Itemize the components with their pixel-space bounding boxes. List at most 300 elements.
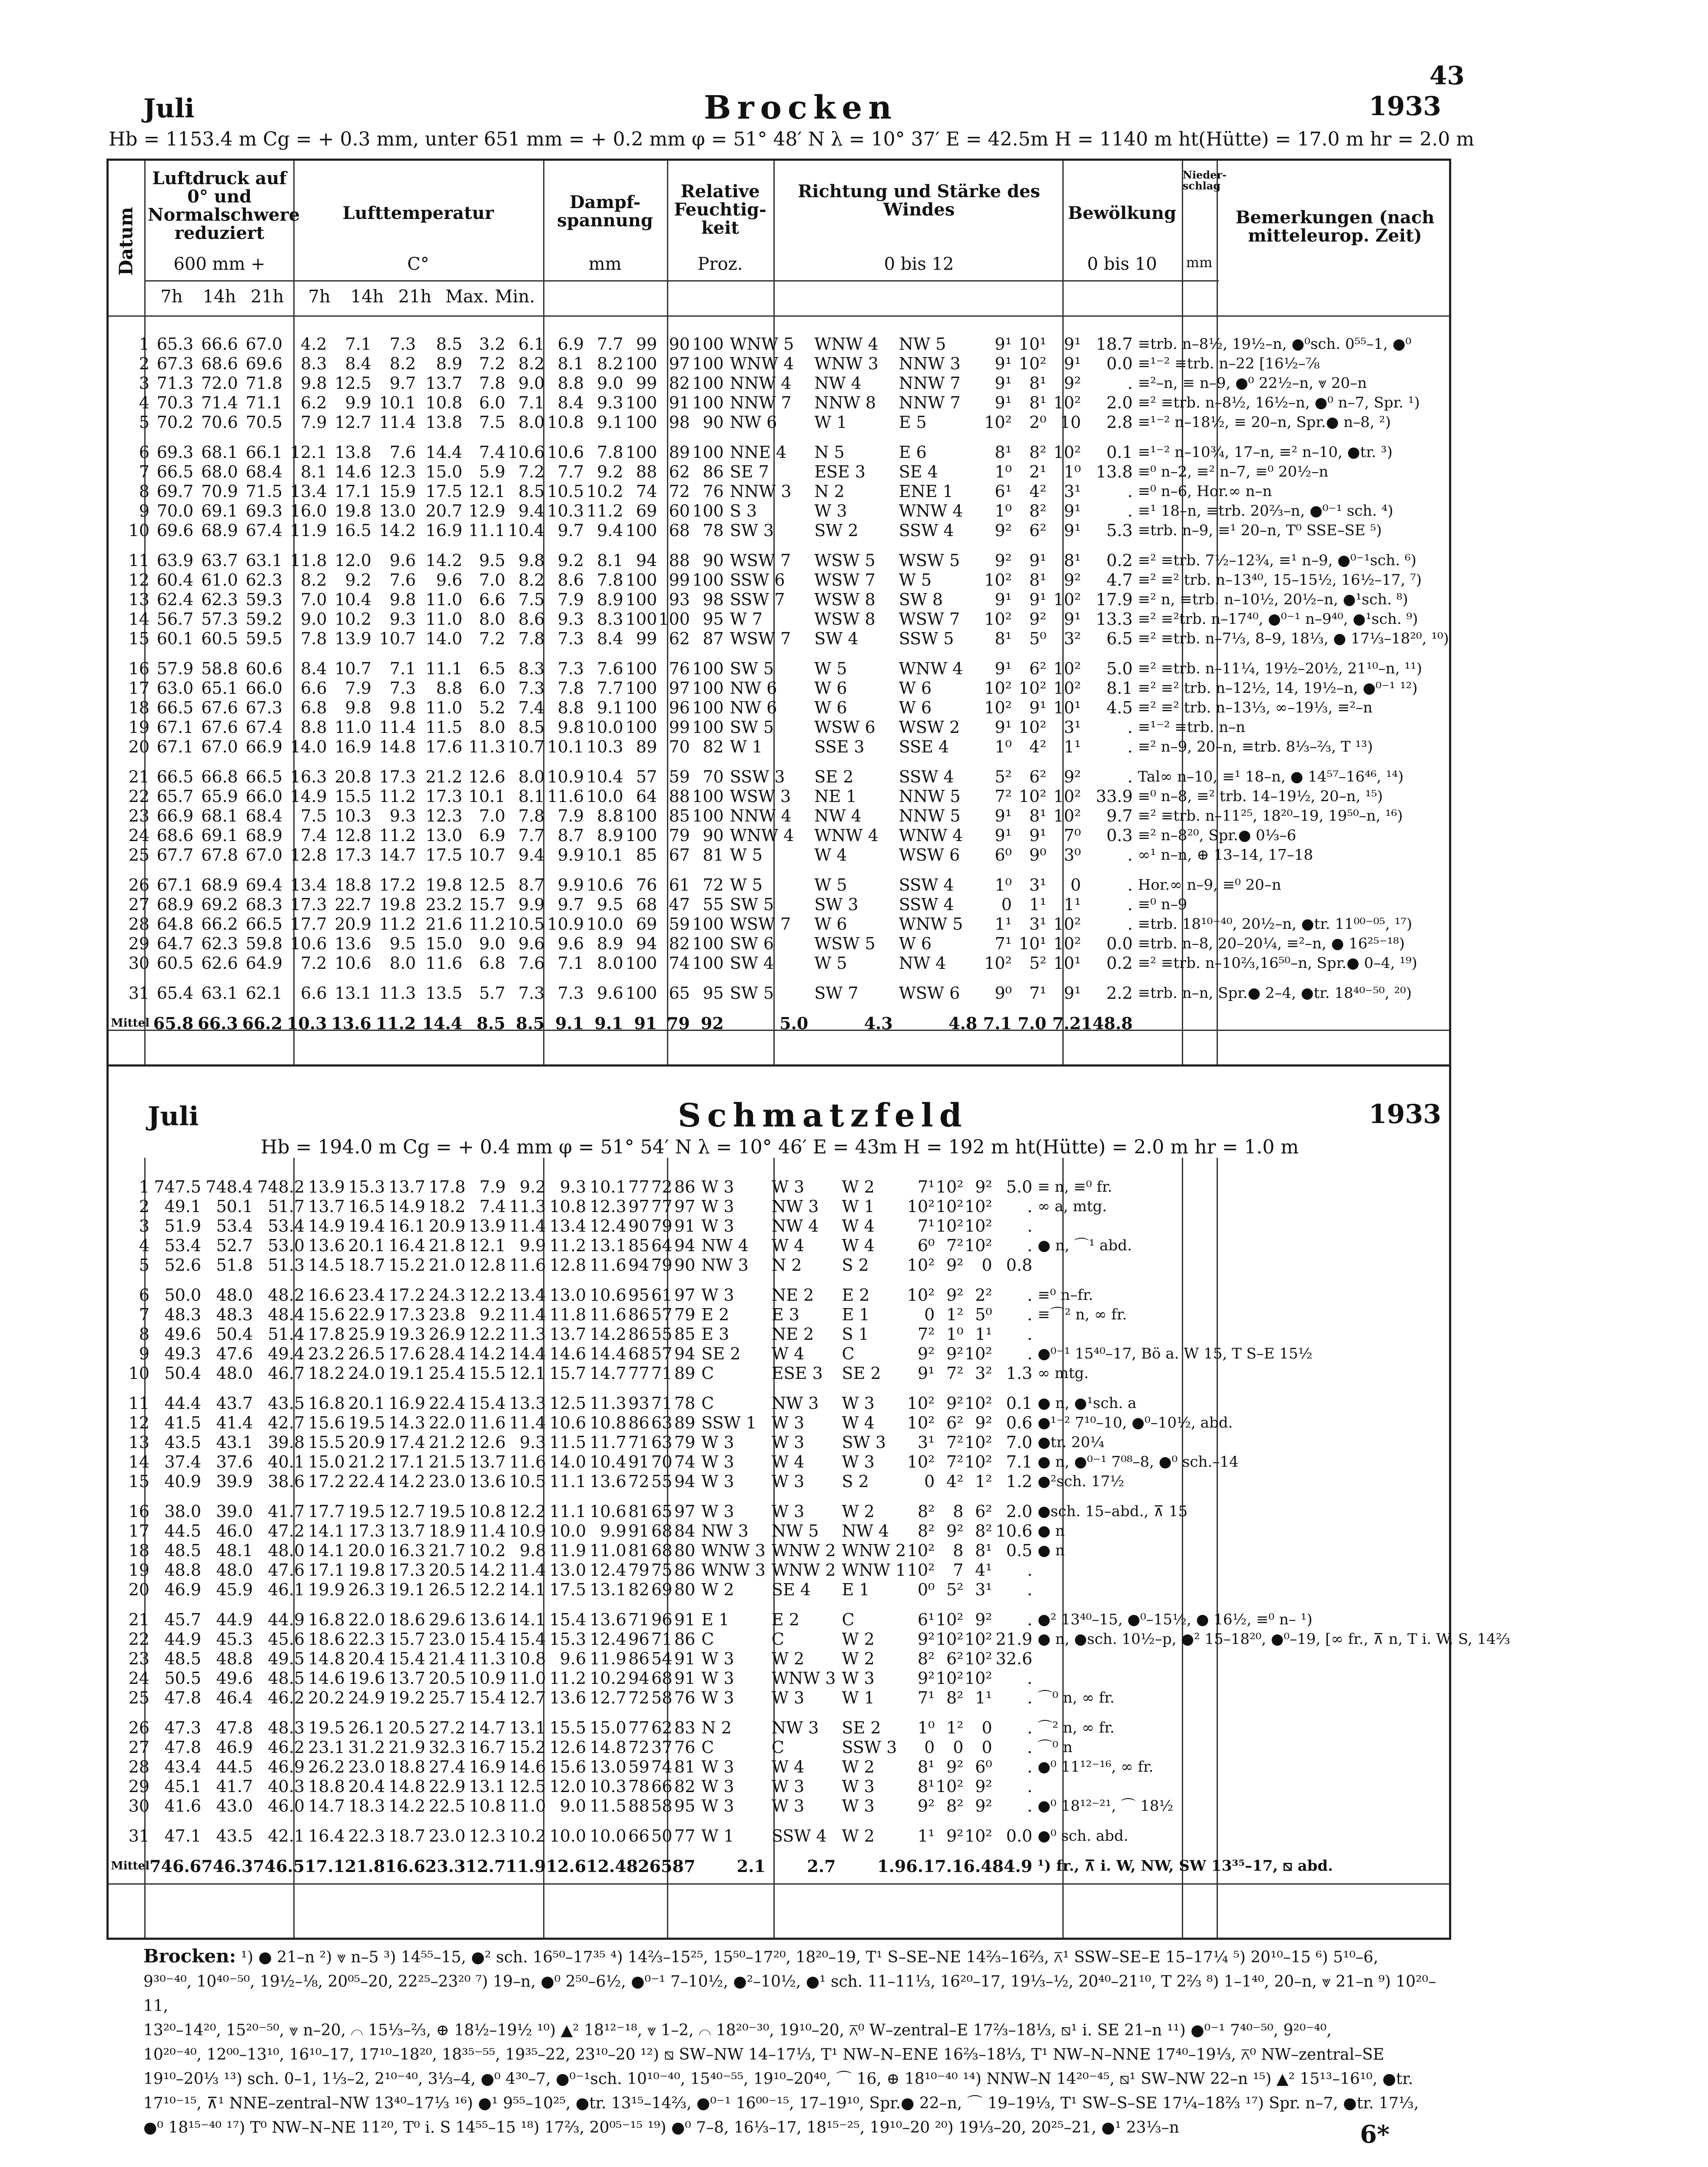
table-cell: 8¹	[1064, 551, 1081, 570]
table-cell: W 4	[842, 1236, 875, 1255]
table-cell: NW 3	[701, 1521, 749, 1541]
table-cell: 44.4	[164, 1394, 202, 1413]
table-cell: 7.3	[557, 659, 584, 678]
table-cell: 13.0	[425, 826, 463, 845]
table-cell: 72	[703, 875, 724, 895]
table-cell: 68.1	[201, 806, 238, 825]
table-cell: 98	[703, 590, 724, 609]
table-row	[111, 1472, 1510, 1491]
table-cell: 55	[703, 895, 724, 914]
brocken-rows	[111, 335, 1449, 1033]
table-cell: S 3	[730, 501, 757, 520]
table-cell: NNW 7	[730, 393, 792, 412]
table-cell: 7.2	[479, 354, 506, 373]
table-cell: 7.9	[479, 1177, 506, 1196]
table-cell: W 4	[771, 1452, 805, 1471]
mean-cell: 12.4	[586, 1856, 627, 1876]
cell-remark: ≡⁰ n–8, ≡² trb. 14–19½, 20–n, ¹⁵)	[1138, 788, 1383, 805]
table-cell: SE 7	[730, 462, 769, 481]
table-cell: 68	[651, 1669, 673, 1688]
table-cell: 13.3	[509, 1394, 546, 1413]
mean-cell: 4.3	[864, 1014, 893, 1033]
table-cell: 100	[625, 679, 657, 698]
cell-date: 10	[128, 1364, 150, 1383]
table-cell: 62	[669, 462, 690, 481]
table-cell: W 3	[771, 1472, 805, 1491]
table-cell: 9²	[975, 1177, 992, 1196]
table-cell: 100	[692, 806, 724, 825]
table-cell: 19.8	[348, 1561, 385, 1580]
table-cell: W 2	[842, 1177, 875, 1196]
cell-date: 9	[139, 501, 150, 520]
table-cell: 16.9	[425, 521, 463, 540]
cell-date: 4	[139, 1236, 150, 1255]
table-cell: 4.2	[301, 335, 327, 354]
table-cell: 9²	[1064, 374, 1081, 393]
table-cell: 71.8	[245, 374, 283, 393]
table-cell: 10²	[984, 570, 1012, 590]
table-cell: 3¹	[975, 1580, 992, 1599]
table-cell: 79	[651, 1256, 673, 1275]
table-row	[111, 787, 1449, 806]
table-cell: 20.2	[308, 1688, 345, 1707]
table-cell: 91	[628, 1452, 650, 1471]
table-cell: 14.2	[469, 1561, 506, 1580]
table-cell: 41.7	[268, 1502, 305, 1521]
table-cell: 68.4	[245, 806, 283, 825]
table-cell: .	[1027, 1216, 1033, 1236]
table-cell: 10.5	[507, 915, 545, 934]
table-cell: 8.1	[518, 787, 545, 806]
table-cell: 97	[674, 1197, 696, 1216]
table-cell: 90	[703, 551, 724, 570]
table-cell: 1⁰	[917, 1718, 935, 1737]
table-cell: W 1	[730, 737, 763, 756]
table-cell: 14.2	[425, 551, 463, 570]
table-cell: 10	[1060, 413, 1081, 432]
table-cell: 10²	[907, 1452, 935, 1471]
table-cell: .	[1027, 1688, 1033, 1707]
table-cell: 89	[669, 443, 690, 462]
table-cell: 88	[669, 551, 690, 570]
table-row	[111, 845, 1449, 865]
table-cell: 10.3	[590, 1777, 627, 1796]
table-cell: 11.1	[425, 659, 463, 678]
table-cell: W 3	[701, 1796, 734, 1816]
table-cell: 13.7	[549, 1325, 587, 1344]
table-cell: 21.0	[428, 1256, 466, 1275]
table-cell: 8.5	[436, 335, 463, 354]
brocken-year: 1933	[1369, 91, 1441, 122]
table-cell: 17.8	[428, 1177, 466, 1196]
table-cell: 85	[674, 1325, 696, 1344]
table-cell: 12.2	[469, 1325, 506, 1344]
table-cell: WSW 7	[730, 915, 791, 934]
table-cell: 11.9	[290, 521, 327, 540]
table-cell: 9²	[995, 521, 1012, 540]
table-cell: 8¹	[1029, 806, 1047, 825]
table-cell: 85	[636, 845, 657, 865]
table-cell: 1⁰	[946, 1325, 964, 1344]
table-cell: 13.8	[1096, 462, 1133, 481]
table-cell: 21.4	[428, 1649, 466, 1668]
table-cell: 15.0	[308, 1452, 345, 1471]
schmatzfeld-data-table	[111, 1177, 1510, 1876]
table-cell: 93	[628, 1394, 650, 1413]
table-cell: 0.6	[1006, 1413, 1033, 1432]
table-cell: 17.5	[425, 482, 463, 501]
table-cell: 20.4	[348, 1777, 385, 1796]
cell-remark: ≡¹⁻² n–10¾, 17–n, ≡² n–10, ●tr. ³)	[1138, 444, 1393, 461]
table-cell: SW 3	[814, 895, 859, 914]
table-cell: 9.2	[479, 1305, 506, 1324]
table-cell: 70.5	[245, 413, 283, 432]
table-cell: 18.2	[428, 1197, 466, 1216]
table-cell: 91	[674, 1610, 696, 1629]
col-bew-header: Bewölkung	[1068, 203, 1177, 223]
table-cell: 89	[674, 1413, 696, 1432]
table-cell: 97	[674, 1502, 696, 1521]
table-cell: 9²	[1064, 570, 1081, 590]
cell-date: 16	[128, 659, 150, 678]
table-cell: 46.4	[216, 1688, 253, 1707]
table-cell: ESE 3	[814, 462, 866, 481]
table-cell: 10.1	[468, 787, 506, 806]
cell-remark	[1032, 1649, 1510, 1669]
table-cell: 7.3	[518, 679, 545, 698]
col-temp-unit: C°	[407, 254, 429, 274]
mean-cell: 2.1	[736, 1856, 766, 1876]
table-cell: 10.0	[549, 1826, 587, 1846]
table-cell: 7.7	[597, 679, 624, 698]
table-cell: 17.1	[335, 482, 371, 501]
table-cell: 57	[651, 1305, 673, 1324]
table-cell: 10.6	[290, 934, 327, 953]
table-cell: 15.2	[509, 1738, 546, 1757]
table-cell: 10.8	[425, 393, 463, 412]
table-cell: 22.9	[428, 1777, 466, 1796]
table-cell: C	[701, 1394, 714, 1413]
table-cell: 8.8	[301, 718, 327, 737]
table-cell: 11.8	[290, 551, 327, 570]
table-cell: 22.0	[348, 1610, 385, 1629]
table-cell: 9.7	[557, 521, 584, 540]
table-cell: 66.1	[245, 443, 283, 462]
table-row	[111, 1649, 1510, 1669]
table-cell: WNW 5	[899, 915, 963, 934]
mean-cell: 16.6	[385, 1856, 425, 1876]
footnote-line-3: 13²⁰–14²⁰, 15²⁰⁻⁵⁰, ⩔ n–20, ⌒ 15⅓–⅔, ⊕ 18½–19½ ¹⁰) ▲² 18¹²⁻¹⁸, ⩔ 1–2, ⌒ 18²⁰⁻³⁰, 19¹⁰–20, ⊼⁰ W–zentral–E 17⅔–18⅓, ⧅¹ i. SE 21–n ¹¹) ●⁰⁻¹ 7⁴⁰⁻⁵⁰, 9²⁰⁻⁴⁰,	[143, 2021, 1332, 2039]
table-cell: 21.6	[425, 915, 463, 934]
table-cell: 67.3	[245, 698, 283, 717]
table-cell: 48.0	[216, 1364, 253, 1383]
table-cell: 8.8	[557, 374, 584, 393]
cell-remark: ●¹⁻² 7¹⁰–10, ●⁰–10½, abd.	[1038, 1414, 1233, 1431]
table-cell: 10²	[1018, 354, 1047, 373]
table-cell: SSW 7	[730, 590, 785, 609]
table-cell: 13.7	[469, 1452, 506, 1471]
table-cell: 67.1	[156, 718, 194, 737]
table-cell: 12.4	[590, 1561, 627, 1580]
table-cell: 100	[625, 718, 657, 737]
table-cell: 90	[703, 826, 724, 845]
table-cell: 10²	[907, 1197, 935, 1216]
table-cell: C	[701, 1364, 714, 1383]
table-cell: 69.2	[201, 895, 238, 914]
table-cell: 10²	[984, 679, 1012, 698]
table-cell: 9.5	[389, 934, 416, 953]
table-cell: 9²	[946, 1521, 964, 1541]
footnote-line-7: ●⁰ 18¹⁵⁻⁴⁰ ¹⁷) T⁰ NW–N–NE 11²⁰, T⁰ i. S 14⁵⁵–15 ¹⁸) 17⅔, 20⁰⁵⁻¹⁵ ¹⁹) ●⁰ 7–8, 16⅓–17, 18¹⁵⁻²⁵, 19¹⁰–20 ²⁰) 19⅓–20, 20²⁵–21, ●¹ 23⅓–n	[143, 2119, 1179, 2137]
table-cell: 9²	[975, 1777, 992, 1796]
table-cell: 11.0	[509, 1796, 546, 1816]
table-cell: 0.0	[1006, 1826, 1033, 1846]
table-cell: 70.3	[156, 393, 194, 412]
table-cell: 58	[651, 1688, 673, 1707]
cell-date: 17	[128, 1521, 150, 1541]
table-cell: 8²	[1029, 443, 1047, 462]
table-cell: WNW 4	[899, 501, 963, 520]
cell-remark: ≡⌒² n, ∞ fr.	[1038, 1306, 1127, 1323]
table-cell: 14.2	[388, 1796, 425, 1816]
table-cell: 11.6	[509, 1256, 546, 1275]
table-cell: 1¹	[1064, 895, 1081, 914]
table-cell: 10²	[984, 610, 1012, 629]
table-cell: WSW 2	[899, 718, 960, 737]
table-cell: 82	[628, 1580, 650, 1599]
table-cell: 21.2	[428, 1433, 466, 1452]
table-cell: 38.0	[164, 1502, 202, 1521]
table-cell: 0.2	[1106, 551, 1133, 570]
table-cell: 10.8	[547, 413, 584, 432]
table-cell: 86	[674, 1561, 696, 1580]
table-cell: 26.2	[308, 1757, 345, 1776]
table-cell: 10²	[935, 1216, 964, 1236]
table-cell: W 2	[842, 1757, 875, 1776]
table-cell: 48.4	[268, 1305, 305, 1324]
table-cell: 74	[651, 1757, 673, 1776]
table-cell: 11.5	[590, 1796, 627, 1816]
table-row	[111, 1757, 1510, 1777]
table-cell: .	[1027, 1669, 1033, 1688]
table-cell: 8.1	[597, 551, 624, 570]
table-cell: 7⁰	[1064, 826, 1081, 845]
table-cell: 8.3	[597, 610, 624, 629]
table-cell: 97	[669, 679, 690, 698]
table-cell: 53.4	[268, 1216, 305, 1236]
table-cell: 1⁰	[995, 737, 1012, 756]
table-cell: NW 5	[771, 1521, 819, 1541]
table-cell: 21.5	[428, 1452, 466, 1471]
table-cell: ESE 3	[771, 1364, 823, 1383]
table-cell: 1²	[946, 1305, 964, 1324]
table-cell: 9⁰	[995, 984, 1012, 1003]
table-cell: W 1	[701, 1826, 734, 1846]
table-cell: 74	[636, 482, 657, 501]
cell-date: 4	[139, 393, 150, 412]
table-cell: 14.9	[290, 787, 327, 806]
table-cell: 49.1	[164, 1197, 202, 1216]
table-cell: .	[1027, 1738, 1033, 1757]
table-cell: 10.3	[547, 501, 584, 520]
table-cell: 94	[628, 1256, 650, 1275]
table-row	[111, 1777, 1510, 1796]
table-cell: W 6	[814, 915, 847, 934]
table-cell: 12.7	[335, 413, 371, 432]
table-cell: 47.8	[216, 1718, 253, 1737]
hdr-t14h: 14h	[350, 287, 384, 307]
table-cell: 10.7	[507, 737, 545, 756]
table-cell: 66.2	[201, 915, 238, 934]
table-cell: 9⁰	[1029, 845, 1047, 865]
table-cell: 10²	[1018, 679, 1047, 698]
table-cell: 10²	[935, 1610, 964, 1629]
table-cell: NW 6	[730, 413, 777, 432]
table-cell: 20.9	[335, 915, 371, 934]
cell-remark	[1032, 1325, 1510, 1344]
table-cell: SW 4	[730, 954, 774, 973]
table-cell: W 2	[842, 1649, 875, 1668]
table-row	[111, 1256, 1510, 1275]
table-cell: 91	[669, 393, 690, 412]
table-cell: 9.3	[557, 610, 584, 629]
table-cell: 23.0	[348, 1757, 385, 1776]
table-cell: 13.4	[290, 482, 327, 501]
table-cell: 79	[628, 1561, 650, 1580]
table-cell: 15.0	[590, 1718, 627, 1737]
cell-remark: ● n, ●⁰⁻¹ 7⁰⁸–8, ●⁰ sch.–14	[1038, 1453, 1239, 1471]
table-cell: 67.0	[245, 845, 283, 865]
table-row	[111, 1344, 1510, 1364]
schmatzfeld-station-title: Schmatzfeld	[678, 1097, 968, 1134]
table-cell: 7²	[917, 1325, 935, 1344]
table-cell: 9.6	[389, 551, 416, 570]
table-cell: 66.0	[245, 787, 283, 806]
table-cell: 20.1	[348, 1394, 385, 1413]
table-cell: W 6	[899, 934, 932, 953]
table-cell: 6⁰	[995, 845, 1012, 865]
table-cell: 9.0	[301, 610, 327, 629]
table-cell: 15.6	[308, 1413, 345, 1432]
table-cell: 66.0	[245, 679, 283, 698]
table-cell: 100	[625, 393, 657, 412]
table-cell: 91	[628, 1521, 650, 1541]
table-cell: 0.2	[1106, 954, 1133, 973]
table-cell: 10²	[964, 1649, 992, 1668]
table-cell: 59	[669, 767, 690, 786]
table-cell: 17.8	[308, 1325, 345, 1344]
table-cell: 63.1	[201, 984, 238, 1003]
table-cell: 72	[651, 1177, 673, 1196]
table-row	[111, 698, 1449, 718]
table-cell: 47.6	[216, 1344, 253, 1363]
table-cell: 10.8	[469, 1796, 506, 1816]
table-cell: W 3	[701, 1688, 734, 1707]
table-cell: 15.4	[388, 1649, 425, 1668]
cell-date: 26	[128, 875, 150, 895]
table-cell: 94	[674, 1344, 696, 1363]
table-cell: WNW 2	[842, 1541, 906, 1560]
table-cell: 8²	[946, 1688, 964, 1707]
table-cell: 58.8	[201, 659, 238, 678]
table-cell: 0	[982, 1738, 992, 1757]
table-cell: 62.3	[201, 590, 238, 609]
table-cell: 9.0	[597, 374, 624, 393]
cell-remark: ● n, ●¹sch. a	[1038, 1395, 1137, 1412]
table-cell: 7.1	[557, 954, 584, 973]
table-row	[111, 1491, 1510, 1521]
cell-remark: ≡² ≡trb. n–7⅓, 8–9, 18⅓, ● 17⅓–18²⁰, ¹⁰)	[1138, 630, 1449, 647]
table-cell: 24.9	[348, 1688, 385, 1707]
table-cell: 16.9	[388, 1394, 425, 1413]
table-cell: 12.0	[549, 1777, 587, 1796]
table-cell: NW 4	[701, 1236, 749, 1255]
table-cell: 11.4	[379, 413, 416, 432]
table-cell: .	[1027, 1757, 1033, 1776]
table-cell: 59.8	[245, 934, 283, 953]
table-cell: 60.5	[201, 629, 238, 648]
table-cell: 7.4	[301, 826, 327, 845]
table-cell: 8.2	[301, 570, 327, 590]
table-cell: 17.3	[425, 787, 463, 806]
table-cell: 43.7	[216, 1394, 253, 1413]
cell-remark: ≡² ≡trb. n–11¼, 19½–20½, 21¹⁰–n, ¹¹)	[1138, 660, 1422, 677]
table-cell: W 4	[842, 1413, 875, 1432]
cell-date: 19	[128, 718, 150, 737]
table-cell: 9¹	[1064, 354, 1081, 373]
table-cell: 90	[674, 1256, 696, 1275]
table-cell: 100	[692, 374, 724, 393]
table-cell: 13.9	[469, 1216, 506, 1236]
table-cell: 14.1	[509, 1610, 546, 1629]
footnote-line-2: 9³⁰⁻⁴⁰, 10⁴⁰⁻⁵⁰, 19½–⅛, 20⁰⁵–20, 22²⁵–23²⁰ ⁷) 19–n, ●⁰ 2⁵⁰–6½, ●⁰⁻¹ 7–10½, ●²–10½, ●¹ sch. 11–11⅓, 16²⁰–17, 19⅓–½, 20⁴⁰–21¹⁰, T 2⅔ ⁸) 1–1⁴⁰, 20–n, ⩔ 21–n ⁹) 10²⁰–11,	[143, 1973, 1436, 2015]
table-cell: 48.5	[164, 1541, 202, 1560]
table-cell: 16.0	[290, 501, 327, 520]
table-cell: 82	[703, 737, 724, 756]
table-cell: W 3	[842, 1796, 875, 1816]
table-cell: 9¹	[995, 806, 1012, 825]
table-cell: 1¹	[917, 1826, 935, 1846]
table-cell: NNW 4	[730, 374, 792, 393]
table-cell: 50.4	[164, 1364, 202, 1383]
table-cell: 45.7	[164, 1610, 202, 1629]
table-row	[111, 1413, 1510, 1433]
table-cell: E 2	[701, 1305, 730, 1324]
table-cell: 74	[669, 954, 690, 973]
table-cell: 7.3	[389, 679, 416, 698]
table-cell: 8.2	[389, 354, 416, 373]
table-cell: 62.3	[201, 934, 238, 953]
table-cell: 13.4	[509, 1286, 546, 1305]
table-cell: 9.3	[597, 393, 624, 412]
table-cell: NNW 4	[730, 806, 792, 825]
mean-cell: 12.6	[546, 1856, 587, 1876]
table-cell: 45.1	[164, 1777, 202, 1796]
table-cell: 67.0	[201, 737, 238, 756]
table-row	[111, 540, 1449, 570]
table-cell: 9²	[917, 1630, 935, 1649]
table-cell: 77	[628, 1718, 650, 1737]
table-cell: 78	[628, 1777, 650, 1796]
table-cell: .	[1127, 767, 1133, 786]
table-cell: 21.2	[348, 1452, 385, 1471]
table-cell: 99	[636, 335, 657, 354]
table-cell: 17.2	[379, 875, 416, 895]
schmatzfeld-station-meta: Hb = 194.0 m Cg = + 0.4 mm φ = 51° 54′ N λ = 10° 46′ E = 43m H = 192 m ht(Hütte) = 2.0 m hr = 1.0 m	[261, 1136, 1299, 1158]
table-cell: 8.1	[301, 462, 327, 481]
table-cell: 15.3	[549, 1630, 587, 1649]
table-cell: 68.0	[201, 462, 238, 481]
